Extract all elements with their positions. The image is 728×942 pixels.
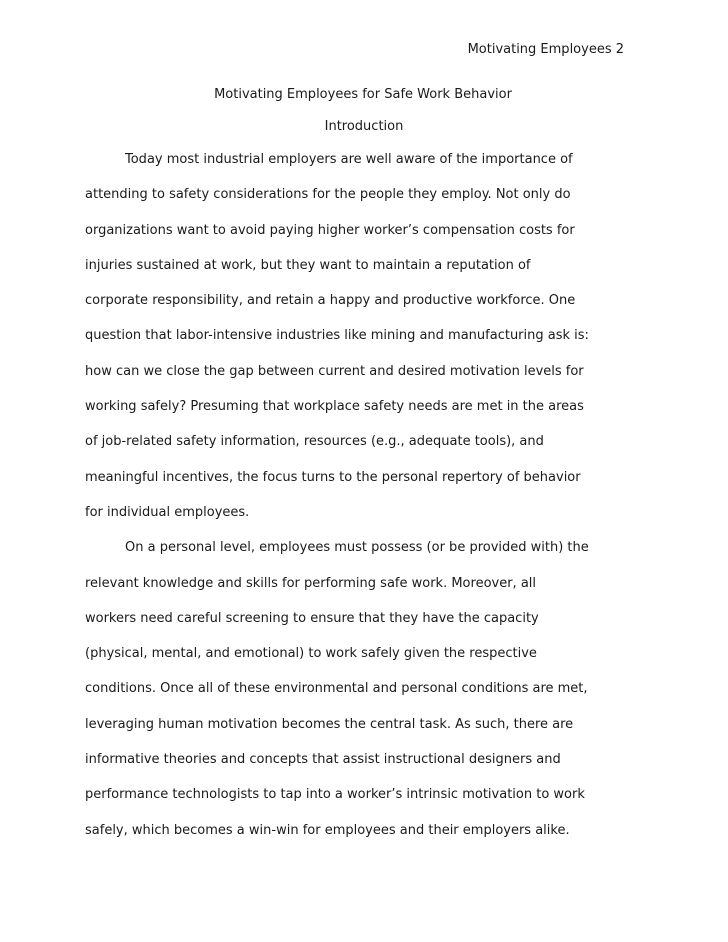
- paragraph-line: attending to safety considerations for the people they employ. Not only do: [85, 187, 571, 203]
- running-head: Motivating Employees 2: [467, 42, 624, 57]
- body-text: [85, 151, 645, 857]
- paragraph-line: corporate responsibility, and retain a happy and productive workforce. One: [85, 293, 576, 309]
- paragraph-line: (physical, mental, and emotional) to work safely given the respective: [85, 646, 537, 662]
- paragraph-line: of job-related safety information, resources (e.g., adequate tools), and: [85, 434, 544, 450]
- paper-title: [0, 86, 728, 104]
- paragraph-line: conditions. Once all of these environmental and personal conditions are met,: [85, 681, 588, 697]
- paragraph-line: meaningful incentives, the focus turns to the personal repertory of behavior: [85, 469, 581, 485]
- paragraph-line: safely, which becomes a win-win for employees and their employers alike.: [85, 822, 570, 838]
- paragraph-line: how can we close the gap between current and desired motivation levels for: [85, 363, 584, 379]
- paragraph-line: organizations want to avoid paying higher worker’s compensation costs for: [85, 222, 575, 238]
- paragraph-line: informative theories and concepts that assist instructional designers and: [85, 752, 561, 768]
- paragraph-line: Today most industrial employers are well aware of the importance of: [125, 152, 573, 167]
- paragraph-line: On a personal level, employees must possess (or be provided with) the: [125, 540, 589, 556]
- paragraph-line: for individual employees.: [85, 504, 250, 520]
- paragraph-line: injuries sustained at work, but they want to maintain a reputation of: [85, 257, 531, 273]
- paragraph-line: relevant knowledge and skills for performing safe work. Moreover, all: [85, 575, 537, 591]
- paragraph-line: working safely? Presuming that workplace safety needs are met in the areas: [85, 399, 584, 415]
- paper-title-text: Motivating Employees for Safe Work Behavior: [214, 87, 512, 102]
- paragraph-line: performance technologists to tap into a worker’s intrinsic motivation to work: [85, 787, 585, 803]
- paragraph-line: question that labor-intensive industries like mining and manufacturing ask is:: [85, 328, 589, 344]
- paragraph-line: leveraging human motivation becomes the central task. As such, there are: [85, 716, 574, 732]
- section-heading: Introduction: [324, 119, 404, 134]
- paragraph-line: workers need careful screening to ensure that they have the capacity: [85, 610, 539, 626]
